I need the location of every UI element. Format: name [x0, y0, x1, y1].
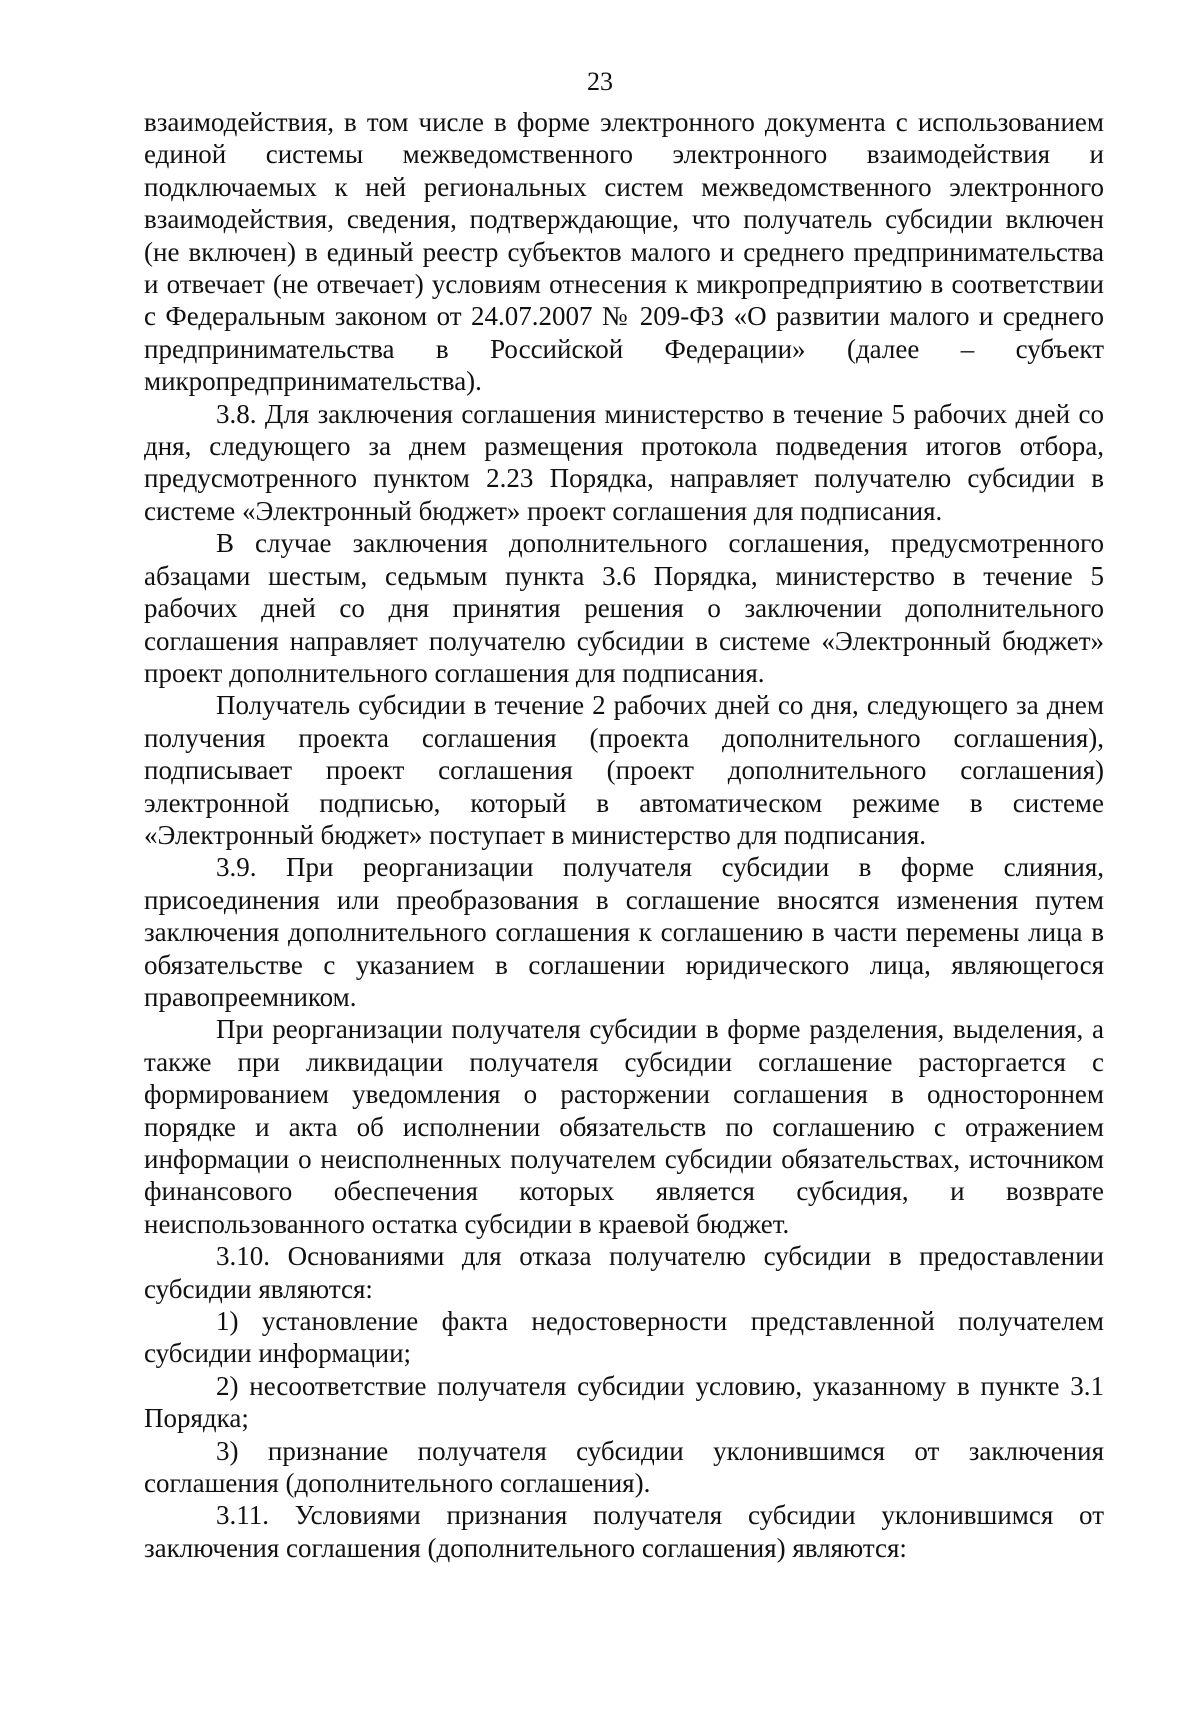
- list-item-2: 2) несоответствие получателя субсидии условию, указанному в пункте 3.1 Порядка;: [144, 1370, 1104, 1434]
- paragraph-recipient-signing: Получатель субсидии в течение 2 рабочих дней со дня, следующего за днем получения проекта соглашения (проекта дополнительного соглашения), подписывает проект соглашения (проект дополнительного соглашения) электронной подписью, который в автоматическом режиме в системе «Электронный бюджет» поступает в министерство для подписания.: [144, 690, 1104, 850]
- paragraph-additional-agreement: В случае заключения дополнительного соглашения, предусмотренного абзацами шестым, седьмым пункта 3.6 Порядка, министерство в течение 5 рабочих дней со дня принятия решения о заключении дополнительного соглашения направляет получателю субсидии в системе «Электронный бюджет» проект дополнительного соглашения для подписания.: [144, 528, 1104, 688]
- paragraph-3-8: 3.8. Для заключения соглашения министерство в течение 5 рабочих дней со дня, следующего за днем размещения протокола подведения итогов отбора, предусмотренного пунктом 2.23 Порядка, направляет получателю субсидии в системе «Электронный бюджет» проект соглашения для подписания.: [144, 398, 1104, 526]
- paragraph-3-9: 3.9. При реорганизации получателя субсидии в форме слияния, присоединения или преобразования в соглашение вносятся изменения путем заключения дополнительного соглашения к соглашению в части перемены лица в обязательстве с указанием в соглашении юридического лица, являющегося правопреемником.: [144, 852, 1104, 1012]
- page-number: 23: [587, 67, 613, 96]
- paragraph-reorganization-termination: При реорганизации получателя субсидии в форме разделения, выделения, а также при ликвидации получателя субсидии соглашение расторгается с формированием уведомления о расторжении соглашения в одностороннем порядке и акта об исполнении обязательств по соглашению с отражением информации о неисполненных получателем субсидии обязательствах, источником финансового обеспечения которых является субсидия, и возврате неиспользованного остатка субсидии в краевой бюджет.: [144, 1014, 1104, 1239]
- list-item-3: 3) признание получателя субсидии уклонившимся от заключения соглашения (дополнительного соглашения).: [144, 1435, 1104, 1499]
- paragraph-3-10: 3.10. Основаниями для отказа получателю субсидии в предоставлении субсидии являются:: [144, 1241, 1104, 1304]
- list-item-1: 1) установление факта недостоверности представленной получателем субсидии информации;: [144, 1306, 1104, 1369]
- body-text: [144, 106, 1104, 1564]
- paragraph-3-11: 3.11. Условиями признания получателя субсидии уклонившимся от заключения соглашения (дополнительного соглашения) являются:: [144, 1500, 1104, 1563]
- paragraph-1: взаимодействия, в том числе в форме электронного документа с использованием единой системы межведомственного электронного взаимодействия и подключаемых к ней региональных систем межведомственного электронного взаимодействия, сведения, подтверждающие, что получатель субсидии включен (не включен) в единый реестр субъектов малого и среднего предпринимательства и отвечает (не отвечает) условиям отнесения к микропредприятию в соответствии с Федеральным законом от 24.07.2007 № 209-ФЗ «О развитии малого и среднего предпринимательства в Российской Федерации» (далее – субъект микропредпринимательства).: [144, 107, 1104, 397]
